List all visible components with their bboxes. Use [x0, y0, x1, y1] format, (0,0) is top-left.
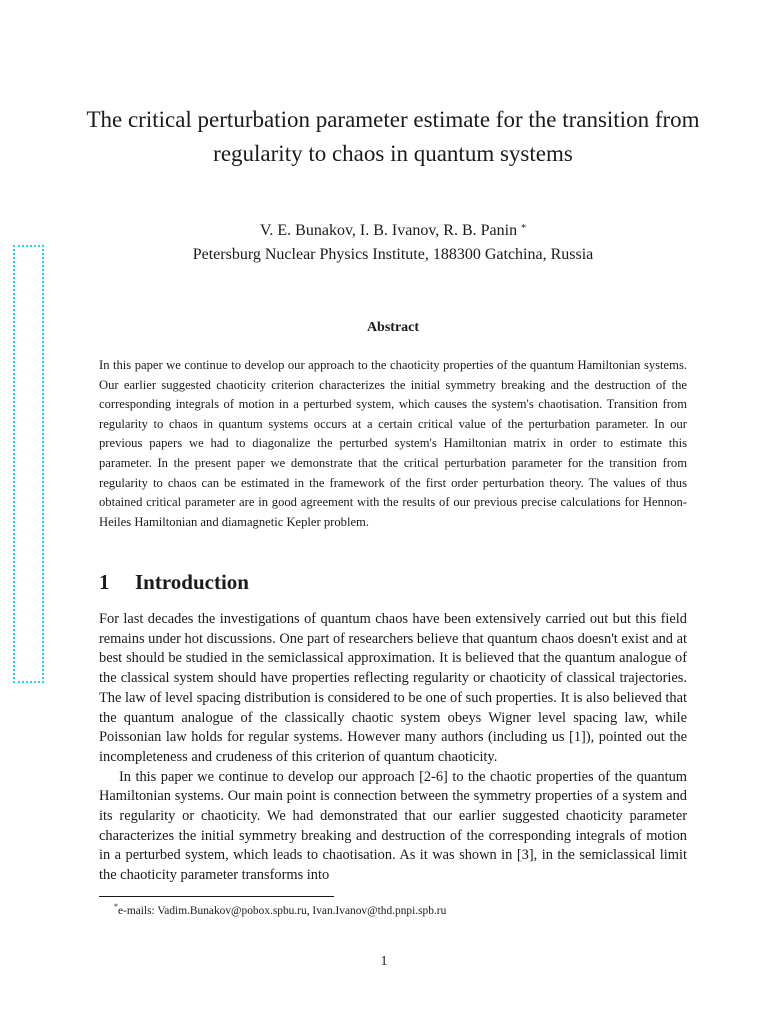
footnote: [114, 899, 446, 919]
body-paragraph: For last decades the investigations of quantum chaos have been extensively carried out but this field remains under hot discussions. One part of researchers believe that quantum chaos doesn't exist and at best should be studied in the semiclassical approximation. It is believed that the quantum analogue of the classical system should have properties reflecting regularity or chaoticity of classical trajectories. The law of level spacing distribution is considered to be one of such properties. It is also believed that the quantum analogue of the classically chaotic system obeys Wigner level spacing law, while Poissonian law holds for regular systems. However many authors (including us [1]), pointed out the incompleteness and crudeness of this criterion of quantum chaoticity.: [99, 611, 687, 765]
section-heading: [99, 570, 249, 595]
paper-affiliation: Petersburg Nuclear Physics Institute, 188300 Gatchina, Russia: [192, 246, 594, 263]
abstract-heading: Abstract: [366, 320, 420, 335]
footnote-text: e-mails: Vadim.Bunakov@pobox.spbu.ru, Ivan.Ivanov@thd.pnpi.spb.ru: [118, 904, 447, 917]
section-title: Introduction: [135, 570, 249, 594]
body-paragraph: In this paper we continue to develop our approach [2-6] to the chaotic properties of the quantum Hamiltonian systems. Our main point is connection between the symmetry properties of a system and its regularity or chaoticity. We had demonstrated that our earlier suggested chaoticity parameter characterizes the initial symmetry breaking and destruction of the corresponding integrals of motion in a perturbed system, which leads to chaotisation. As it was shown in [3], in the semiclassical limit the chaoticity parameter transforms into: [99, 768, 687, 884]
paper-authors: [80, 219, 706, 243]
page-number: 1: [380, 954, 388, 969]
footnote-mark: *: [114, 902, 118, 911]
selection-marker: [13, 245, 44, 683]
section-body: [99, 610, 687, 886]
paper-title: The critical perturbation parameter estimate for the transition from regularity to chaos in quantum systems: [86, 107, 700, 166]
abstract-text: In this paper we continue to develop our approach to the chaoticity properties of the quantum Hamiltonian systems. Our earlier suggested chaoticity criterion characterizes the initial symmetry breaking and the destruction of the corresponding integrals of motion in a perturbed system, which causes the system's chaotisation. Transition from regularity to chaos in quantum systems occurs at a certain critical value of the perturbation parameter. In our previous papers we had to diagonalize the perturbed system's Hamiltonian matrix in order to estimate this parameter. In the present paper we demonstrate that the critical perturbation parameter for the transition from regularity to chaos can be estimated in the framework of the first order perturbation theory. The values of thus obtained critical parameter are in good agreement with the results of our previous precise calculations for Hennon-Heiles Hamiltonian and diamagnetic Kepler problem.: [99, 358, 687, 529]
author-footnote-mark: *: [521, 223, 527, 234]
authors-text: V. E. Bunakov, I. B. Ivanov, R. B. Panin: [259, 222, 518, 239]
section-number: 1: [99, 570, 110, 594]
footnote-rule: [99, 896, 334, 897]
